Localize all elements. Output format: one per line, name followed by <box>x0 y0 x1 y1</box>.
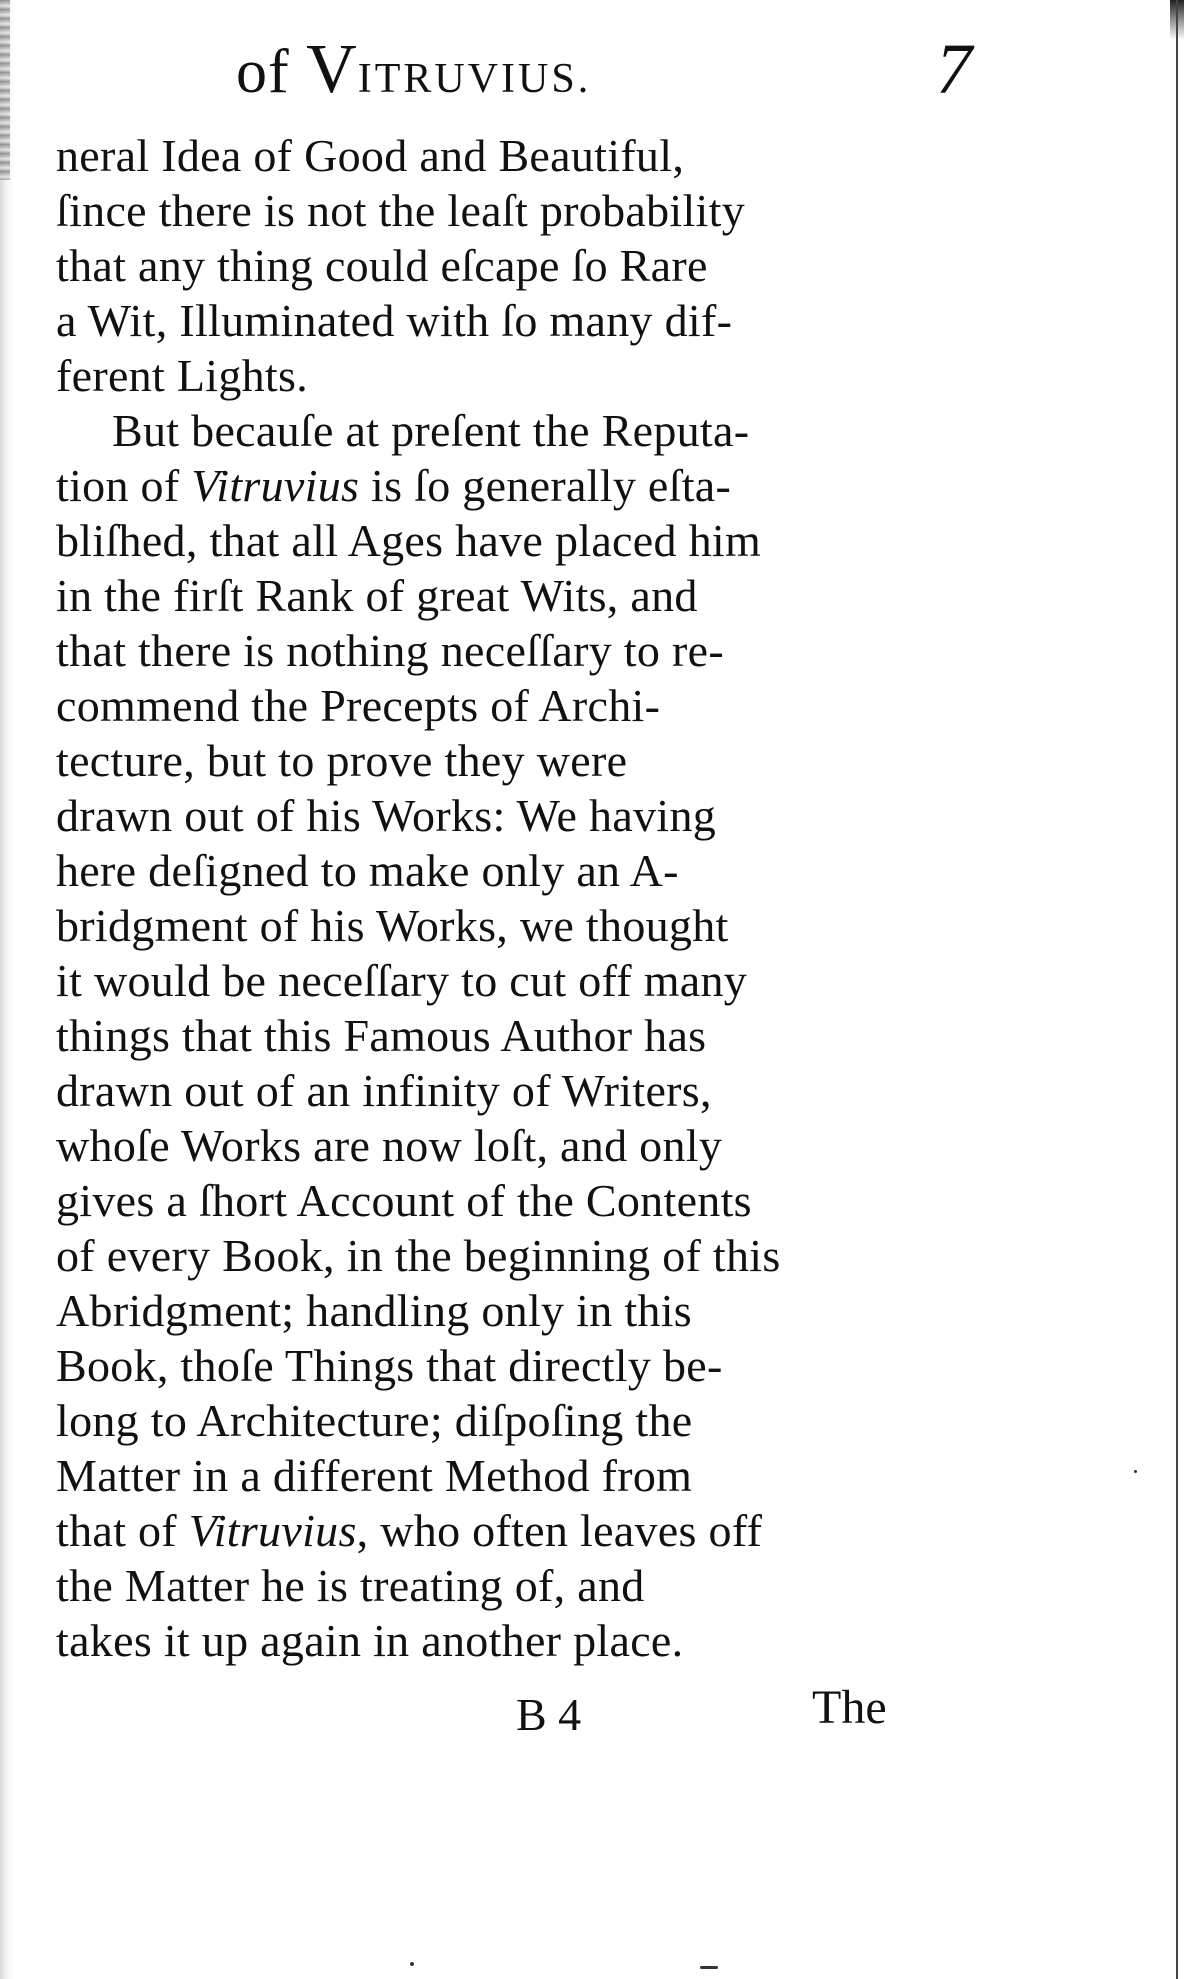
signature-mark: B 4 <box>516 1689 582 1740</box>
text-line: ferent Lights. <box>56 350 309 401</box>
scan-speck <box>1134 1470 1137 1473</box>
line-text-before: that of <box>56 1505 189 1556</box>
line-text-after: , who often leaves off <box>356 1505 763 1556</box>
text-line: the Matter he is treating of, and <box>56 1560 645 1611</box>
text-line: neral Idea of Good and Beautiful, <box>56 130 685 181</box>
text-line: Book, thoſe Things that directly be- <box>56 1340 723 1391</box>
line-text-after: is ſo generally eſta- <box>359 460 732 511</box>
text-line: a Wit, Illuminated with ſo many dif- <box>56 295 733 346</box>
text-line: of every Book, in the beginning of this <box>56 1230 781 1281</box>
text-line: in the firſt Rank of great Wits, and <box>56 570 698 621</box>
text-line: commend the Precepts of Archi- <box>56 680 661 731</box>
text-line: Abridgment; handling only in this <box>56 1285 692 1336</box>
text-line: tecture, but to prove they were <box>56 735 628 786</box>
text-line: bliſhed, that all Ages have placed him <box>56 515 762 566</box>
text-line: that any thing could eſcape ſo Rare <box>56 240 708 291</box>
text-line: it would be neceſſary to cut off many <box>56 955 748 1006</box>
running-head-prefix: of <box>236 38 307 106</box>
text-line: gives a ſhort Account of the Contents <box>56 1175 752 1226</box>
text-line: ſince there is not the leaſt probability <box>56 185 746 236</box>
text-line: Matter in a different Method from <box>56 1450 693 1501</box>
paragraph-start-line: But becauſe at preſent the Reputa- <box>112 405 750 456</box>
text-line: here deſigned to make only an A- <box>56 845 679 896</box>
text-line-with-italic <box>56 458 896 513</box>
italic-name-vitruvius: Vitruvius <box>191 460 360 511</box>
text-line: bridgment of his Works, we thought <box>56 900 729 951</box>
italic-name-vitruvius: Vitruvius <box>188 1505 357 1556</box>
text-line: whoſe Works are now loſt, and only <box>56 1120 723 1171</box>
text-line-with-italic <box>56 1503 896 1558</box>
text-line: long to Architecture; diſpoſing the <box>56 1395 693 1446</box>
page-number: 7 <box>936 29 972 109</box>
scan-speck <box>700 1966 718 1969</box>
body-text <box>56 128 896 1668</box>
scan-binding-mark <box>0 0 10 180</box>
text-line: drawn out of an infinity of Writers, <box>56 1065 712 1116</box>
line-text-before: tion of <box>56 460 192 511</box>
text-line: takes it up again in another place. <box>56 1615 684 1666</box>
running-head <box>236 30 591 110</box>
text-line: things that this Famous Author has <box>56 1010 707 1061</box>
text-line: drawn out of his Works: We having <box>56 790 717 841</box>
running-head-rest: ITRUVIUS. <box>357 56 592 102</box>
running-head-initial: V <box>306 31 358 108</box>
catchword: The <box>812 1681 887 1734</box>
scan-speck <box>410 1962 414 1966</box>
scan-right-edge-line <box>1176 0 1178 1979</box>
scan-left-gutter <box>0 0 14 1979</box>
text-line: that there is nothing neceſſary to re- <box>56 625 724 676</box>
